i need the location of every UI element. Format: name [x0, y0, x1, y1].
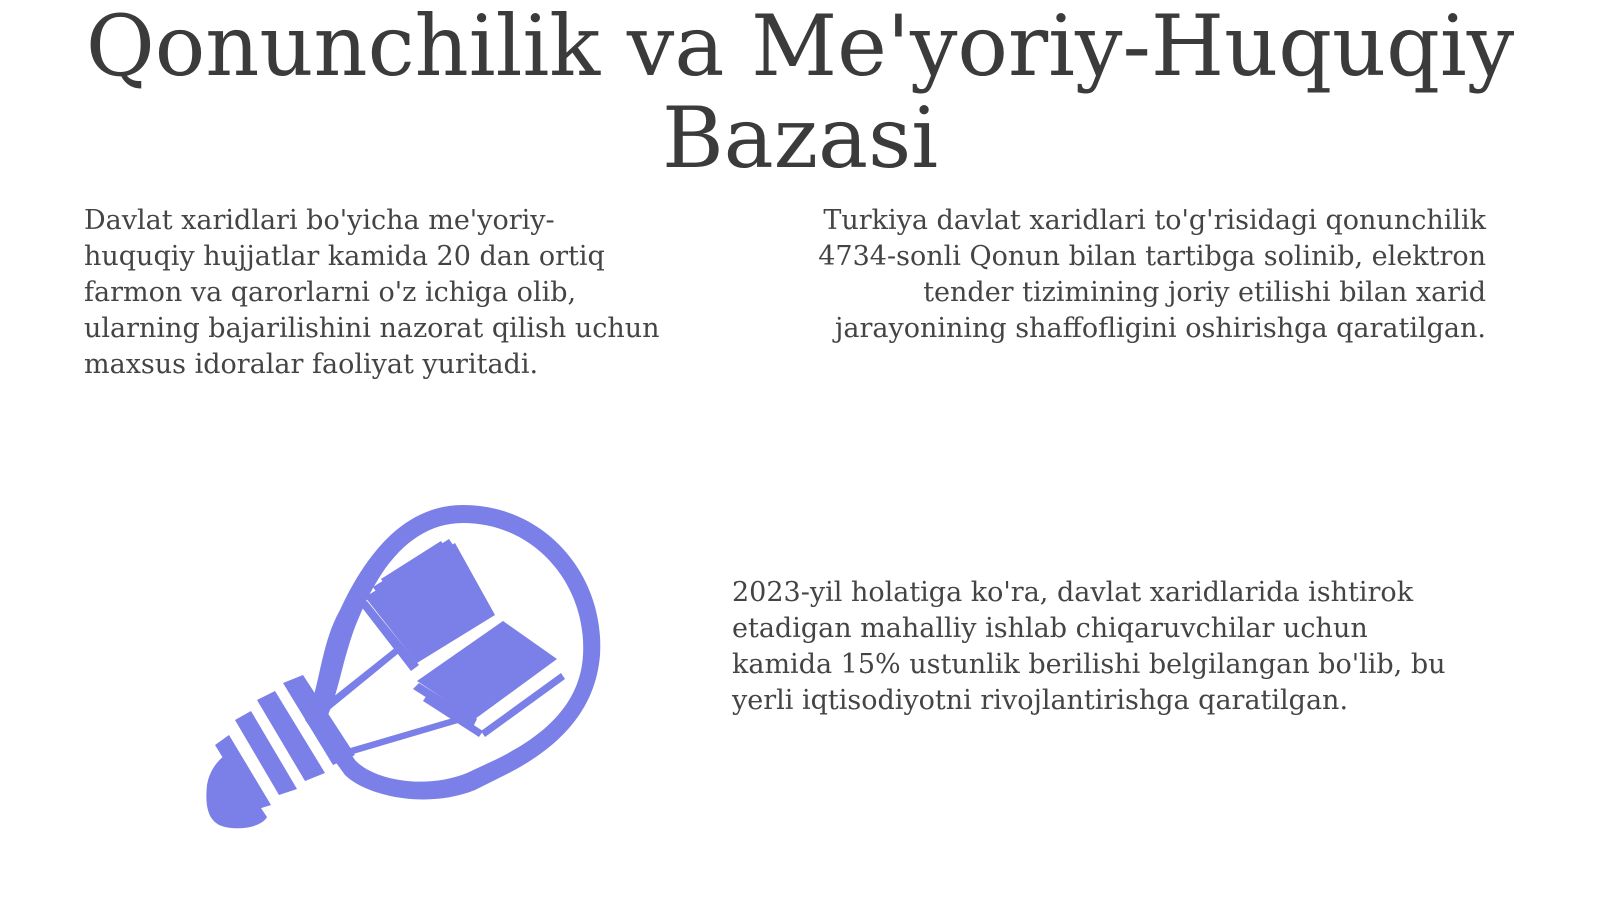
slide-title: Qonunchilik va Me'yoriy-Huquqiy Bazasi — [85, 0, 1515, 187]
paragraph-turkey-law: Turkiya davlat xaridlari to'g'risidagi qonunchilik 4734-sonli Qonun bilan tartibga solinib, elektron tender tizimining joriy etilishi bilan xarid jarayonining shaffofligini oshirishga qaratilgan. — [818, 205, 1486, 344]
lightbulb-book-icon — [205, 505, 625, 850]
paragraph-regulations: Davlat xaridlari bo'yicha me'yoriy- huquqiy hujjatlar kamida 20 dan ortiq farmon va qarorlarni o'z ichiga olib, ularning bajarilishini nazorat qilish uchun maxsus idoralar faoliyat yuritadi. — [84, 205, 660, 380]
paragraph-local-producers: 2023-yil holatiga ko'ra, davlat xaridlarida ishtirok etadigan mahalliy ishlab chiqaruvchilar uchun kamida 15% ustunlik berilishi belgilangan bo'lib, bu yerli iqtisodiyotni rivojlantirishga qaratilgan. — [732, 577, 1446, 716]
